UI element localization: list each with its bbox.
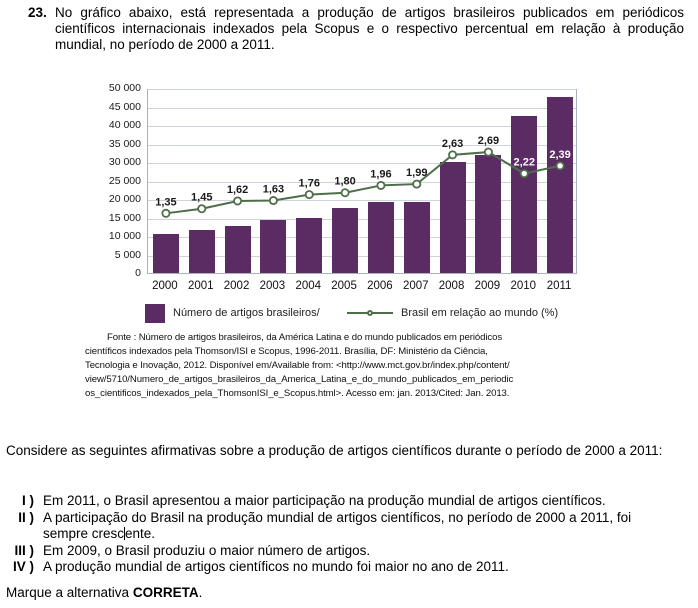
y-tick-label: 15 000 bbox=[108, 211, 141, 224]
statement-text-before-cursor: A participação do Brasil na produção mundial de artigos científicos, no período de 2000 a 2011, foi sempre cresc bbox=[43, 509, 632, 541]
question bbox=[28, 5, 684, 53]
statement-text bbox=[43, 510, 655, 543]
line-point-label-2006: 1,96 bbox=[370, 168, 392, 181]
legend-bar-label: Número de artigos brasileiros/ bbox=[173, 307, 320, 319]
line-point-label-2007: 1,99 bbox=[406, 167, 428, 180]
line-point-label-2009: 2,69 bbox=[477, 135, 500, 148]
statement-text: Em 2009, o Brasil produziu o maior número de artigos. bbox=[43, 542, 371, 558]
statements-list bbox=[6, 493, 692, 576]
line-point-2004 bbox=[306, 191, 313, 198]
statement-text: Em 2011, o Brasil apresentou a maior participação na produção mundial de artigos científicos. bbox=[43, 493, 606, 508]
line-point-label-2010: 2,22 bbox=[513, 156, 535, 169]
statement-item-1 bbox=[6, 493, 692, 510]
question-number: 23. bbox=[28, 5, 47, 20]
line-point-2010 bbox=[521, 170, 528, 177]
line-point-2008 bbox=[449, 151, 456, 158]
source-citation-line: view/5710/Numero_de_artigos_brasileiros_da_America_Latina_e_do_mundo_publicados_em_periodic bbox=[85, 374, 514, 385]
legend-line-label: Brasil em relação ao mundo (%) bbox=[401, 307, 559, 319]
line-point-2003 bbox=[270, 197, 277, 204]
legend-bar-swatch-icon bbox=[145, 304, 165, 323]
line-point-2005 bbox=[341, 189, 348, 196]
y-tick-label: 30 000 bbox=[108, 156, 141, 168]
source-citation-line: Fonte : Número de artigos brasileiros, da América Latina e do mundo publicados em periódicos bbox=[107, 332, 503, 343]
line-series bbox=[148, 90, 578, 275]
statement-numeral: II ) bbox=[18, 509, 34, 525]
line-point-2002 bbox=[234, 197, 241, 204]
line-point-label-2011: 2,39 bbox=[549, 148, 571, 161]
x-tick-label: 2011 bbox=[546, 280, 572, 292]
line-point-2000 bbox=[162, 210, 169, 217]
answer-instruction-prefix: Marque a alternativa bbox=[6, 585, 133, 600]
line-point-label-2008: 2,63 bbox=[441, 137, 464, 150]
line-point-label-2000: 1,35 bbox=[155, 196, 177, 209]
x-tick-label: 2000 bbox=[152, 280, 178, 292]
y-tick-label: 10 000 bbox=[108, 230, 141, 242]
x-tick-label: 2006 bbox=[367, 280, 393, 292]
line-point-label-2002: 1,62 bbox=[226, 183, 249, 196]
legend-item-line bbox=[347, 301, 558, 325]
statement-text: A produção mundial de artigos científicos no mundo foi maior no ano de 2011. bbox=[43, 559, 509, 574]
line-path bbox=[166, 152, 560, 213]
y-tick-label: 40 000 bbox=[108, 119, 141, 131]
line-point-2007 bbox=[413, 180, 420, 187]
question-text: No gráfico abaixo, está representada a produção de artigos brasileiros publicados em periódicos científicos internacionais indexados pela Scopus e o respectivo percentual em relação à produção mundial, no período de 2000 a 2011. bbox=[55, 5, 684, 52]
line-point-label-2003: 1,63 bbox=[262, 183, 285, 196]
answer-instruction-bold: CORRETA bbox=[132, 585, 199, 600]
source-citation-line: Tecnologia e Inovação, 2012. Disponível em/Available from: <http://www.mct.gov.br/index.php/content/ bbox=[85, 360, 510, 371]
line-point-label-2001: 1,45 bbox=[191, 191, 213, 204]
statement-item-2 bbox=[6, 510, 692, 543]
line-point-2009 bbox=[485, 148, 492, 155]
legend-item-bars bbox=[145, 301, 320, 325]
answer-instruction bbox=[6, 585, 202, 600]
chart-plot-area bbox=[147, 89, 577, 274]
x-tick-label: 2010 bbox=[510, 280, 537, 292]
answer-instruction-suffix: . bbox=[198, 585, 203, 600]
y-tick-label: 45 000 bbox=[108, 100, 141, 113]
y-tick-label: 20 000 bbox=[108, 193, 141, 205]
x-tick-label: 2003 bbox=[259, 280, 286, 292]
line-point-2001 bbox=[198, 205, 205, 212]
x-tick-label: 2004 bbox=[295, 280, 322, 292]
x-tick-label: 2008 bbox=[438, 280, 465, 292]
statement-numeral: IV ) bbox=[12, 559, 34, 574]
line-point-label-2005: 1,80 bbox=[334, 175, 356, 188]
y-tick-label: 35 000 bbox=[108, 137, 141, 150]
statement-text-after-cursor: ente. bbox=[125, 526, 156, 541]
line-point-label-2004: 1,76 bbox=[298, 177, 320, 190]
legend-line-swatch-icon bbox=[347, 312, 393, 314]
statement-numeral: III ) bbox=[14, 542, 34, 558]
statement-item-3 bbox=[6, 543, 692, 560]
y-tick-label: 5 000 bbox=[114, 248, 141, 261]
source-citation-line: científicos indexados pela Thomson/ISI e Scopus, 1996-2011. Brasília, DF: Ministério da Ciência, bbox=[85, 346, 488, 357]
statement-numeral: I ) bbox=[22, 493, 34, 508]
legend-line-marker-icon bbox=[367, 310, 373, 316]
x-tick-label: 2001 bbox=[187, 280, 214, 292]
x-tick-label: 2002 bbox=[223, 280, 250, 292]
y-tick-label: 0 bbox=[135, 267, 141, 279]
x-tick-label: 2007 bbox=[402, 280, 429, 292]
y-tick-label: 25 000 bbox=[108, 174, 141, 187]
line-point-2006 bbox=[377, 182, 384, 189]
x-tick-label: 2009 bbox=[474, 280, 501, 292]
x-tick-label: 2005 bbox=[331, 280, 357, 292]
source-citation bbox=[85, 331, 610, 401]
y-tick-label: 50 000 bbox=[108, 82, 141, 94]
chart bbox=[97, 84, 602, 332]
statement-item-4 bbox=[6, 559, 692, 576]
source-citation-line: os_cientificos_indexados_pela_ThomsonISI_e_Scopus.html>. Acesso em: jan. 2013/Cited: Jan. 2013. bbox=[85, 388, 510, 399]
chart-legend bbox=[97, 301, 602, 327]
statements-intro: Considere as seguintes afirmativas sobre a produção de artigos científicos durante o período de 2000 a 2011: bbox=[6, 443, 663, 458]
line-point-2011 bbox=[556, 162, 563, 169]
